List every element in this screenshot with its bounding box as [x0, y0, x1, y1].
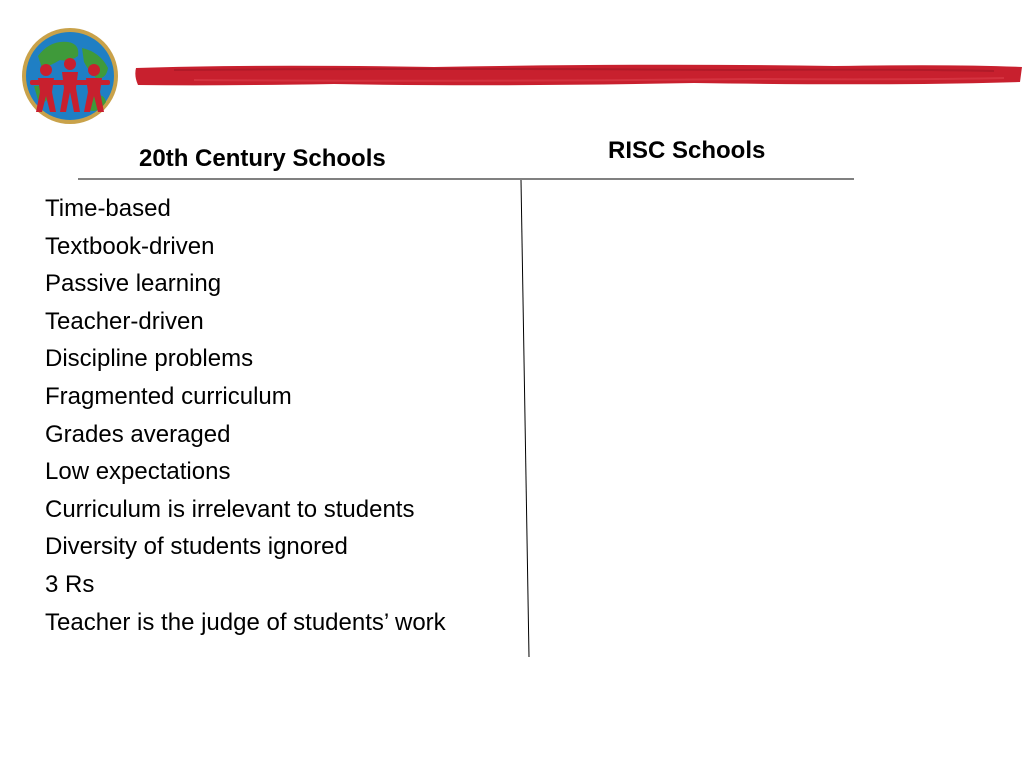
right-column-heading: RISC Schools — [608, 137, 766, 164]
list-item: Teacher is the judge of students’ work — [45, 608, 446, 636]
list-item: Low expectations — [45, 458, 231, 486]
list-item: Discipline problems — [45, 345, 254, 373]
list-item: Fragmented curriculum — [45, 382, 292, 410]
globe-with-people-icon — [20, 26, 120, 126]
list-item: 3 Rs — [45, 570, 95, 598]
red-brush-stroke — [134, 58, 1024, 94]
list-item: Curriculum is irrelevant to students — [45, 495, 415, 523]
list-item: Passive learning — [45, 270, 222, 298]
left-column-heading: 20th Century Schools — [139, 145, 386, 172]
list-item: Time-based — [45, 195, 171, 222]
school-characteristics-list — [45, 190, 525, 641]
list-item: Grades averaged — [45, 420, 231, 448]
list-item: Textbook-driven — [45, 232, 215, 260]
list-item: Diversity of students ignored — [45, 533, 348, 561]
list-item: Teacher-driven — [45, 307, 204, 335]
